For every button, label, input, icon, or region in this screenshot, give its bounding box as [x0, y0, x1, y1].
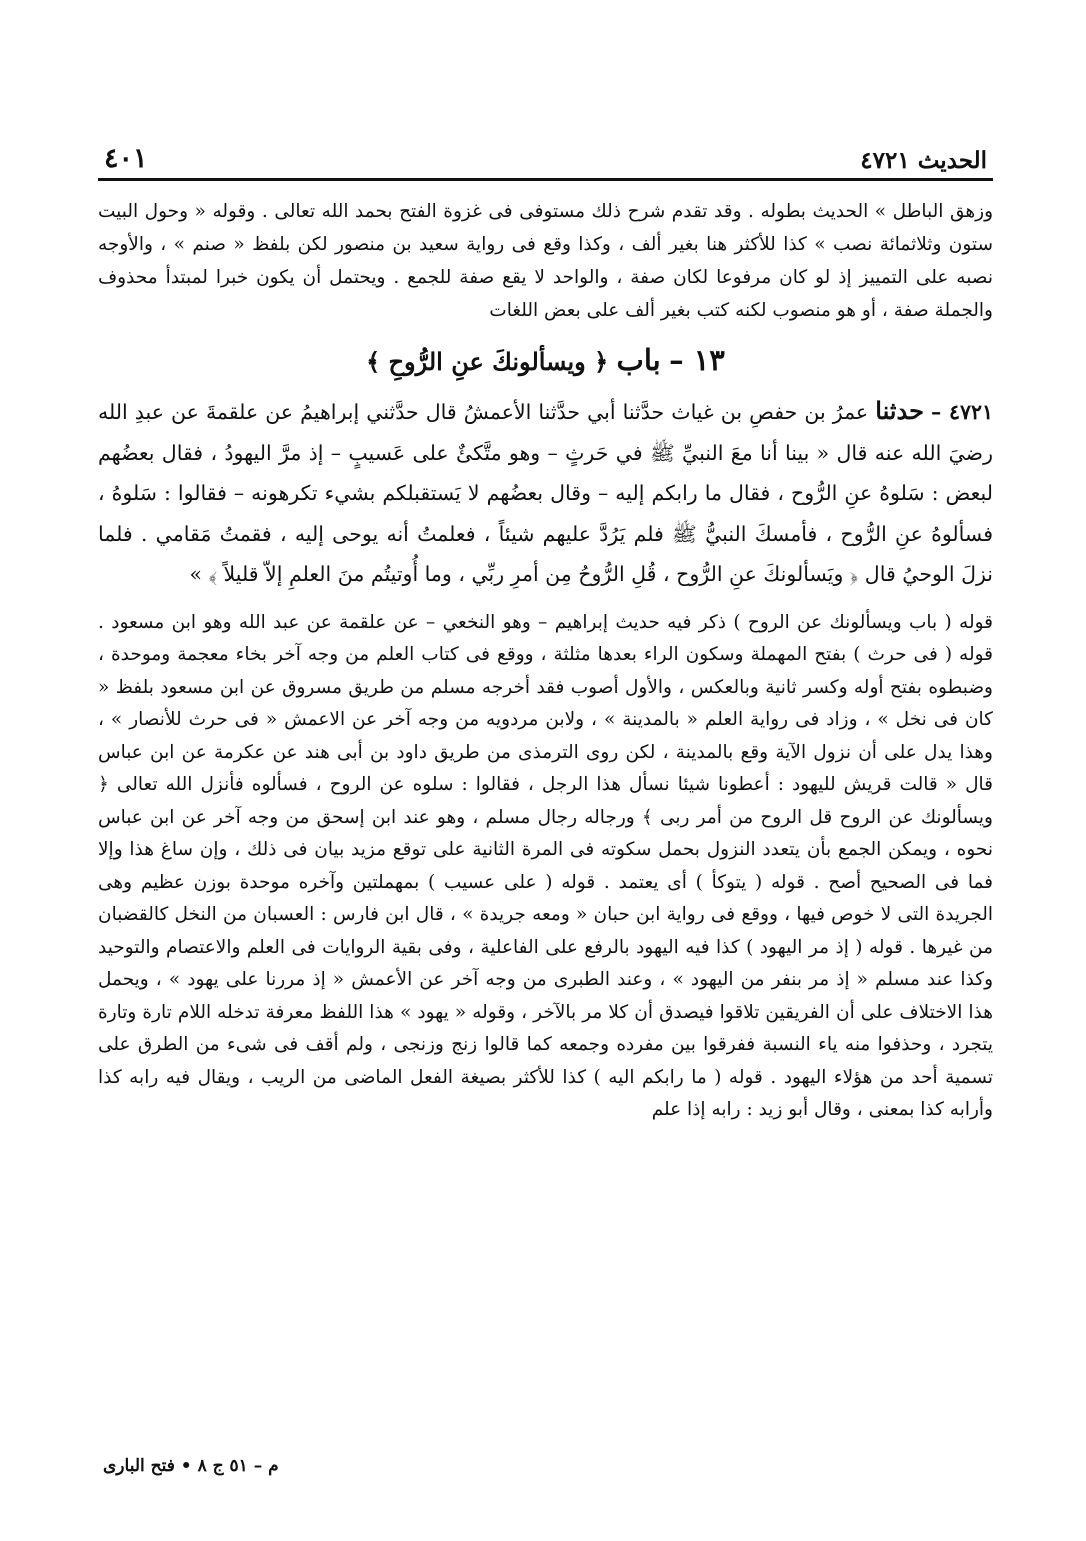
commentary: قوله ( باب ويسألونك عن الروح ) ذكر فيه حديث إبراهيم – وهو النخعي – عن علقمة عن عبد الله وهو ابن مسعود . قوله ( فى حرث ) بفتح المهملة وسكون الراء بعدها مثلثة ، ووقع فى كتاب العلم من وجه آخر بخاء معجمة وموحدة ، وضبطوه بفتح أوله وكسر ثانية وبالعكس ، والأول أصوب فقد أخرجه مسلم من طريق مسروق عن ابن مسعود بلفظ « كان فى نخل » ، وزاد فى رواية العلم « بالمدينة » ، ولابن مردويه من وجه آخر عن الاعمش « فى حرث للأنصار » ، وهذا يدل على أن نزول الآية وقع بالمدينة ، لكن روى الترمذى من طريق داود بن أبى هند عن عكرمة عن ابن عباس قال « قالت قريش لليهود : أعطونا شيئا نسأل هذا الرجل ، فقالوا : سلوه عن الروح ، فسألوه فأنزل الله تعالى ﴿ ويسألونك عن الروح قل الروح من أمر ربى ﴾ ورجاله رجال مسلم ، وهو عند ابن إسحق من وجه آخر عن ابن عباس نحوه ، ويمكن الجمع بأن يتعدد النزول بحمل سكوته فى المرة الثانية على توقع مزيد بيان فى ذلك ، وإن ساغ هذا وإلا فما فى الصحيح أصح . قوله ( يتوكأ ) أى يعتمد . قوله ( على عسيب ) بمهملتين وآخره موحدة بوزن عظيم وهى الجريدة التى لا خوص فيها ، ووقع فى رواية ابن حبان « ومعه جريدة » ، قال ابن فارس : العسبان من النخل كالقضبان من غيرها . قوله ( إذ مر اليهود ) كذا فيه اليهود بالرفع على الفاعلية ، وفى بقية الروايات فى العلم والاعتصام والتوحيد وكذا عند مسلم « إذ مر بنفر من اليهود » ، وعند الطبرى من وجه آخر عن الأعمش « إذ مررنا على يهود » ، ويحمل هذا الاختلاف على أن الفريقين تلاقوا فيصدق أن كلا مر بالآخر ، وقوله « يهود » هذا اللفظ معرفة تدخله اللام تارة وتارة يتجرد ، وحذفوا منه ياء النسبة ففرقوا بين مفرده وجمعه كما قالوا زنج وزنجى ، ولم أقف فى شىء من الطرق على تسمية أحد من هؤلاء اليهود . قوله ( ما رابكم اليه ) كذا للأكثر بصيغة الفعل الماضى من الريب ، ويقال فيه رابه كذا وأرابه كذا بمعنى ، وقال أبو زيد : رابه إذا علم: [98, 611, 993, 1120]
page-number: ٤٠١: [104, 143, 148, 174]
chapter-number: ١٣ –: [669, 343, 725, 377]
page-footer: م – ٥١ ج ٨ • فتح البارى: [103, 1456, 279, 1476]
hadith-text: عمرُ بن حفصِ بن غياث حدَّثنا أبي حدَّثنا الأعمشُ قال حدَّثني إبراهيمُ عن علقمةَ عن عبدِ الله رضيَ الله عنه قال « بينا أنا معَ النبيِّ ﷺ في حَرثٍ – وهو متَّكئٌ على عَسيبٍ – إذ مرَّ اليهودُ ، فقال بعضُهم لبعض : سَلوهُ عنِ الرُّوح ، فقال ما رابكم إليه – وقال بعضُهم لا يَستقبلكم بشيء تكرهونه – فقالوا : سَلوهُ ، فسألوهُ عنِ الرُّوح ، فأمسكَ النبيُّ ﷺ فلم يَرُدَّ عليهم شيئاً ، فعلمتُ أنه يوحى إليه ، فقمتُ مَقامي . فلما نزلَ الوحيُ قال ﴿ ويَسألونكَ عنِ الرُّوح ، قُلِ الرُّوحُ مِن أمرِ ربِّي ، وما أُوتيتُم منَ العلمِ إلاّ قليلاً ﴾ »: [98, 400, 993, 586]
top-commentary: وزهق الباطل » الحديث بطوله . وقد تقدم شرح ذلك مستوفى فى غزوة الفتح بحمد الله تعالى . وقوله « وحول البيت ستون وثلاثمائة نصب » كذا للأكثر هنا بغير ألف ، وكذا وقع فى رواية سعيد بن منصور لكن بلفظ « صنم » ، والأوجه نصبه على التمييز إذ لو كان مرفوعا لكان صفة ، والواحد لا يقع صفة للجمع . ويحتمل أن يكون خبرا لمبتدأ محذوف والجملة صفة ، أو هو منصوب لكنه كتب بغير ألف على بعض اللغات: [98, 201, 993, 321]
hadith-text-block: [98, 391, 993, 595]
running-title: الحديث ٤٧٢١: [860, 147, 987, 174]
chapter-heading: [98, 343, 993, 377]
chapter-title: ﴿ ويسألونكَ عنِ الرُّوحِ ﴾: [366, 347, 609, 376]
page-header: [98, 130, 993, 181]
page-body: [98, 130, 993, 1127]
hadith-number: ٤٧٢١ –: [931, 400, 993, 424]
hadith-intro: حدثنا: [875, 396, 924, 425]
chapter-word: باب: [616, 343, 661, 377]
